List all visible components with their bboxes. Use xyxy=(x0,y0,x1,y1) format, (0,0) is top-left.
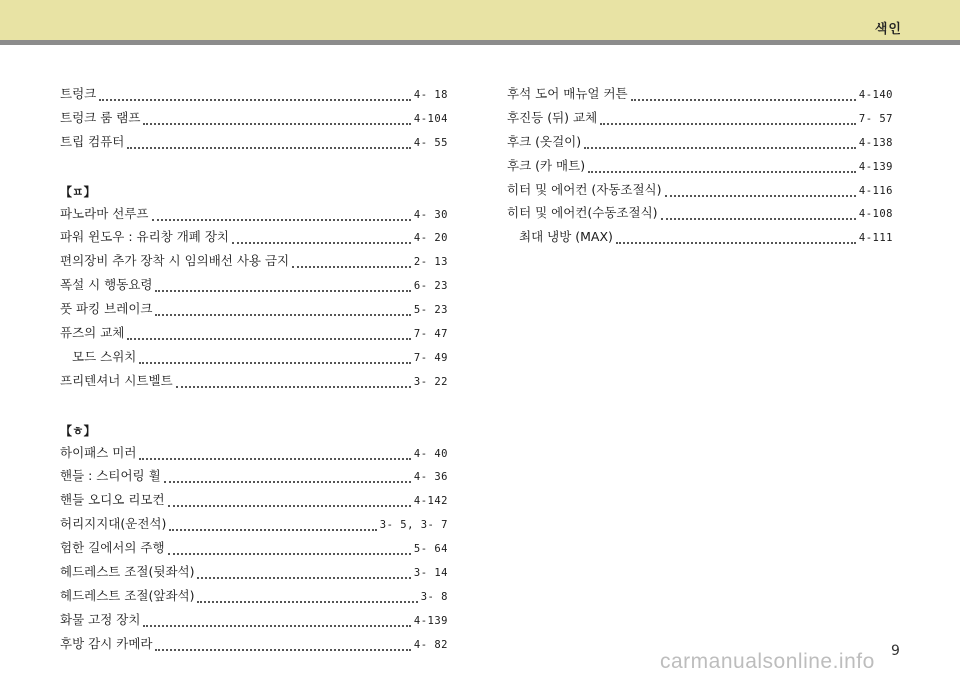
index-term: 트렁크 룸 램프 xyxy=(60,109,141,125)
index-term: 폭설 시 행동요령 xyxy=(60,277,153,293)
index-page-ref: 4- 18 xyxy=(413,89,448,101)
index-entry xyxy=(60,227,448,251)
dot-leader xyxy=(143,625,410,627)
page-title: 색인 xyxy=(874,22,902,37)
dot-leader xyxy=(176,386,411,388)
index-term: 후크 (옷걸이) xyxy=(507,133,582,149)
dot-leader xyxy=(155,649,410,651)
dot-leader xyxy=(143,123,410,125)
index-page-ref: 3- 14 xyxy=(413,567,448,580)
index-term: 파워 윈도우 : 유리창 개폐 장치 xyxy=(60,229,229,245)
index-term: 후크 (카 매트) xyxy=(507,157,586,173)
dot-leader xyxy=(197,601,417,603)
index-term: 핸들 오디오 리모컨 xyxy=(60,492,165,508)
index-page-ref: 4- 55 xyxy=(413,136,448,149)
index-term: 히터 및 에어컨 (자동조절식) xyxy=(507,181,662,197)
index-term: 후방 감시 카메라 xyxy=(60,635,153,651)
index-entry xyxy=(60,466,448,490)
index-entry xyxy=(60,132,448,156)
dot-leader xyxy=(152,219,411,221)
index-term: 풋 파킹 브레이크 xyxy=(60,301,153,317)
index-column-right xyxy=(507,84,893,251)
index-page-ref: 4-138 xyxy=(858,136,893,149)
index-page-ref: 5- 23 xyxy=(413,304,448,317)
header-band xyxy=(0,0,960,40)
index-term: 헤드레스트 조절(앞좌석) xyxy=(60,587,195,603)
index-page-ref: 4- 20 xyxy=(413,232,448,245)
index-entry xyxy=(60,538,448,562)
index-entry xyxy=(60,323,448,347)
index-page-ref: 4- 36 xyxy=(413,471,448,484)
index-term: 험한 길에서의 주행 xyxy=(60,540,165,556)
index-entry xyxy=(60,204,448,228)
index-entry xyxy=(507,132,893,156)
index-entry xyxy=(60,490,448,514)
index-page-ref: 4-104 xyxy=(413,112,448,125)
dot-leader xyxy=(164,481,411,483)
index-page-ref: 4-139 xyxy=(858,160,893,173)
section-spacer xyxy=(60,156,448,180)
index-column-left xyxy=(60,84,448,658)
index-page-ref: 6- 23 xyxy=(413,280,448,293)
dot-leader xyxy=(169,529,376,531)
index-entry xyxy=(507,108,893,132)
dot-leader xyxy=(616,242,856,244)
dot-leader xyxy=(661,218,856,220)
index-term: 퓨즈의 교체 xyxy=(60,325,125,341)
index-entry xyxy=(507,227,893,251)
index-page-ref: 4-111 xyxy=(858,232,893,245)
index-entry xyxy=(507,180,893,204)
index-page-ref: 7- 57 xyxy=(858,112,893,125)
index-entry xyxy=(60,586,448,610)
index-page-ref: 4- 82 xyxy=(413,638,448,651)
dot-leader xyxy=(168,505,411,507)
index-entry xyxy=(60,610,448,634)
dot-leader xyxy=(588,171,856,173)
dot-leader xyxy=(292,266,411,268)
index-term: 핸들 : 스티어링 휠 xyxy=(60,468,161,484)
index-entry xyxy=(60,443,448,467)
index-entry xyxy=(60,84,448,108)
index-term: 편의장비 추가 장착 시 임의배선 사용 금지 xyxy=(60,253,290,269)
index-term: 히터 및 에어컨(수동조절식) xyxy=(507,205,658,221)
index-page-ref: 4-142 xyxy=(413,495,448,508)
index-entry xyxy=(60,108,448,132)
index-entry xyxy=(507,84,893,108)
index-entry xyxy=(60,514,448,538)
index-page-ref: 4- 40 xyxy=(413,447,448,460)
index-entry xyxy=(507,203,893,227)
index-term: 파노라마 선루프 xyxy=(60,205,149,221)
dot-leader xyxy=(584,147,856,149)
watermark: carmanualsonline.info xyxy=(660,650,875,673)
index-term: 트렁크 xyxy=(60,86,97,101)
index-term: 트립 컴퓨터 xyxy=(60,133,125,149)
index-entry xyxy=(60,299,448,323)
page-number: 9 xyxy=(891,643,900,659)
index-term: 후진등 (뒤) 교체 xyxy=(507,109,598,125)
index-entry xyxy=(60,347,448,371)
index-term: 후석 도어 매뉴얼 커튼 xyxy=(507,86,628,101)
index-term: 하이패스 미러 xyxy=(60,444,137,460)
dot-leader xyxy=(155,290,410,292)
dot-leader xyxy=(127,338,411,340)
index-entry xyxy=(60,634,448,658)
index-page-ref: 7- 49 xyxy=(413,351,448,364)
index-term: 모드 스위치 xyxy=(72,348,137,364)
index-entry xyxy=(60,371,448,395)
index-page-ref: 3- 5, 3- 7 xyxy=(379,519,448,532)
dot-leader xyxy=(155,314,410,316)
section-heading: 【ㅍ】 xyxy=(60,185,96,200)
index-page-ref: 2- 13 xyxy=(413,256,448,269)
index-term: 화물 고정 장치 xyxy=(60,611,141,627)
dot-leader xyxy=(139,458,410,460)
dot-leader xyxy=(168,553,411,555)
index-page-ref: 7- 47 xyxy=(413,328,448,341)
index-term: 허리지지대(운전석) xyxy=(60,516,167,532)
index-entry xyxy=(60,275,448,299)
index-term: 헤드레스트 조절(뒷좌석) xyxy=(60,564,195,580)
dot-leader xyxy=(232,242,411,244)
index-page-ref: 4-116 xyxy=(858,184,893,197)
index-page-ref: 4-108 xyxy=(858,208,893,221)
dot-leader xyxy=(631,99,856,101)
dot-leader xyxy=(127,147,411,149)
dot-leader xyxy=(197,577,410,579)
dot-leader xyxy=(139,362,411,364)
index-page-ref: 4-140 xyxy=(858,89,893,101)
index-page-ref: 4-139 xyxy=(413,614,448,627)
index-page-ref: 3- 8 xyxy=(420,590,448,603)
index-term: 프리텐셔너 시트벨트 xyxy=(60,372,173,388)
dot-leader xyxy=(600,123,856,125)
index-term: 최대 냉방 (MAX) xyxy=(519,229,613,245)
section-spacer xyxy=(60,395,448,419)
index-entry xyxy=(60,562,448,586)
index-page-ref: 4- 30 xyxy=(413,208,448,221)
header-rule xyxy=(0,40,960,45)
dot-leader xyxy=(99,99,411,101)
index-page-ref: 3- 22 xyxy=(413,375,448,388)
section-heading: 【ㅎ】 xyxy=(60,424,96,439)
index-page-ref: 5- 64 xyxy=(413,543,448,556)
dot-leader xyxy=(665,195,856,197)
index-entry xyxy=(60,251,448,275)
index-entry xyxy=(507,156,893,180)
